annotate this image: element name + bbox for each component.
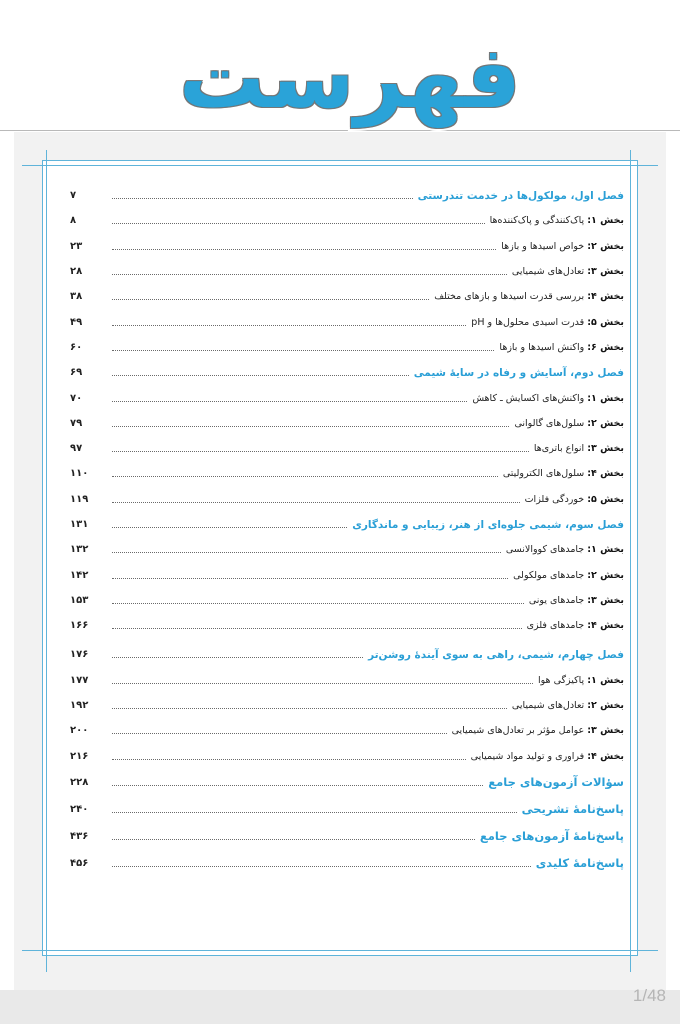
page-number: ۱۷۷ [70, 674, 89, 686]
toc-section-row-label [531, 443, 624, 454]
toc-extra-row-title: پاسخ‌نامهٔ آزمون‌های جامع [479, 829, 624, 844]
toc-section-row-title: جامدهای مولکولی [513, 569, 585, 581]
toc-extra-row-title: پاسخ‌نامهٔ کلیدی [535, 856, 624, 871]
page-number: ۲۱۶ [70, 750, 89, 762]
toc-section-row-title: سلول‌های گالوانی [514, 417, 585, 429]
toc-section-row[interactable] [70, 234, 624, 259]
dot-leader [112, 578, 508, 579]
dot-leader [112, 426, 509, 427]
page-number: ۴۵۶ [70, 857, 89, 869]
toc-section-row[interactable] [70, 562, 624, 587]
toc-section-row-title: جامدهای کووالانسی [505, 544, 585, 556]
dot-leader [112, 325, 466, 326]
toc-section-row[interactable] [70, 744, 624, 769]
page-number: ۱۳۱ [70, 519, 89, 530]
toc-section-row-label [469, 393, 624, 404]
section-prefix: بخش ۲: [587, 240, 624, 252]
toc-section-row-title: بررسی قدرت اسیدها و بازهای مختلف [434, 291, 585, 303]
toc-section-row[interactable] [70, 309, 624, 334]
section-prefix: بخش ۳: [587, 725, 624, 737]
toc-section-row-title: خوردگی فلزات [524, 493, 585, 505]
section-prefix: بخش ۴: [587, 291, 624, 303]
dot-leader [112, 476, 498, 477]
section-prefix: بخش ۳: [587, 443, 624, 455]
toc-extra-row-label [485, 775, 624, 789]
page-title: فهرست [178, 28, 522, 128]
page-number: ۲۸ [70, 266, 83, 278]
toc-section-row[interactable] [70, 588, 624, 613]
toc-chapter-row[interactable] [70, 360, 624, 385]
toc-section-row[interactable] [70, 411, 624, 436]
toc-section-row-label [510, 570, 624, 581]
toc-extra-row[interactable] [70, 796, 624, 823]
page-number: ۱۹۲ [70, 700, 89, 712]
section-prefix: بخش ۱: [587, 392, 624, 404]
toc-section-row[interactable] [70, 335, 624, 360]
toc-section-row[interactable] [70, 461, 624, 486]
section-prefix: بخش ۶: [587, 341, 624, 353]
toc-section-row[interactable] [70, 693, 624, 718]
page-number: ۱۶۶ [70, 620, 89, 632]
dot-leader [112, 733, 447, 734]
toc-chapter-row-label [349, 519, 624, 531]
toc-section-row-label [468, 317, 624, 328]
toc-extra-row-label [519, 802, 624, 816]
toc-extra-row[interactable] [70, 823, 624, 850]
dot-leader [112, 759, 466, 760]
toc-section-row-label [526, 595, 624, 606]
dot-leader [112, 375, 409, 376]
toc-section-row[interactable] [70, 668, 624, 693]
toc-section-row-title: قدرت اسیدی محلول‌ها و pH [471, 316, 585, 328]
toc-section-row-title: جامدهای یونی [528, 594, 585, 606]
dot-leader [112, 451, 529, 452]
dot-leader [112, 866, 531, 867]
dot-leader [112, 502, 520, 503]
section-prefix: بخش ۴: [587, 750, 624, 762]
toc-chapter-row-title: فصل سوم، شیمی جلوه‌ای از هنر، زیبایی و ماندگاری [352, 518, 624, 531]
toc-chapter-row-label [415, 190, 624, 202]
toc-section-row-label [496, 342, 624, 353]
toc-section-row-label [503, 544, 624, 555]
toc-extra-row[interactable] [70, 769, 624, 796]
page-number: ۶۹ [70, 367, 83, 379]
page-number: ۷۰ [70, 392, 83, 404]
page-number: ۴۹ [70, 316, 83, 328]
toc-section-row-title: واکنش‌های اکسایش ـ کاهش [472, 392, 585, 404]
toc-section-row[interactable] [70, 385, 624, 410]
toc-section-row-title: انواع باتری‌ها [533, 443, 585, 455]
dot-leader [112, 350, 494, 351]
dot-leader [112, 299, 429, 300]
section-prefix: بخش ۲: [587, 569, 624, 581]
frame-line-bottom [22, 950, 658, 951]
page-number: ۱۳۲ [70, 544, 89, 556]
toc-section-row-label [535, 675, 624, 686]
page-number: ۱۴۲ [70, 569, 89, 581]
toc-extra-row-title: پاسخ‌نامهٔ تشریحی [521, 802, 624, 817]
toc-chapter-row-title: فصل دوم، آسایش و رفاه در سایهٔ شیمی [413, 366, 624, 379]
toc-section-row-label [498, 241, 624, 252]
toc-extra-row[interactable] [70, 850, 624, 877]
toc-section-row-title: سلول‌های الکترولیتی [502, 468, 585, 480]
page-number: ۴۳۶ [70, 830, 89, 842]
page-number: ۱۵۳ [70, 594, 89, 606]
page-number: ۹۷ [70, 443, 83, 455]
section-prefix: بخش ۱: [587, 544, 624, 556]
dot-leader [112, 249, 496, 250]
dot-leader [112, 812, 517, 813]
toc-extra-row-label [477, 829, 624, 843]
page-number: ۲۲۸ [70, 776, 89, 788]
page-number: ۸ [70, 215, 77, 227]
section-prefix: بخش ۱: [587, 215, 624, 227]
section-prefix: بخش ۲: [587, 700, 624, 712]
toc-chapter-row-title: فصل چهارم، شیمی، راهی به سوی آیندهٔ روشن‌تر [368, 648, 624, 661]
dot-leader [112, 527, 347, 528]
toc-chapter-row[interactable] [70, 512, 624, 537]
section-prefix: بخش ۵: [587, 316, 624, 328]
toc-section-row-title: واکنش اسیدها و بازها [499, 341, 585, 353]
toc-section-row[interactable] [70, 284, 624, 309]
toc-section-row-label [431, 291, 624, 302]
toc-extra-row-label [533, 856, 624, 870]
dot-leader [112, 839, 475, 840]
toc-section-row-title: فراوری و تولید مواد شیمیایی [470, 750, 585, 762]
section-prefix: بخش ۴: [587, 468, 624, 480]
dot-leader [112, 603, 524, 604]
page-number: ۱۷۶ [70, 649, 89, 661]
table-of-contents [70, 183, 624, 877]
page-number: ۲۳ [70, 240, 83, 252]
toc-section-row-title: پاک‌کنندگی و پاک‌کننده‌ها [489, 215, 585, 227]
section-prefix: بخش ۲: [587, 417, 624, 429]
section-prefix: بخش ۱: [587, 674, 624, 686]
toc-section-row[interactable] [70, 718, 624, 743]
page-indicator: 1/48 [632, 986, 666, 1005]
toc-chapter-row-title: فصل اول، مولکول‌ها در خدمت تندرستی [417, 189, 624, 202]
page-number: ۲۰۰ [70, 725, 89, 737]
toc-section-row-title: تعادل‌های شیمیایی [511, 266, 585, 278]
toc-section-row-label [500, 468, 624, 479]
dot-leader [112, 198, 413, 199]
page-number: ۱۱۹ [70, 493, 89, 505]
toc-section-row[interactable] [70, 208, 624, 233]
frame-line-top [22, 165, 658, 166]
section-prefix: بخش ۳: [587, 594, 624, 606]
toc-section-row-label [468, 751, 624, 762]
toc-section-row-label [449, 725, 624, 736]
toc-section-row[interactable] [70, 613, 624, 638]
toc-section-row[interactable] [70, 436, 624, 461]
dot-leader [112, 785, 483, 786]
dot-leader [112, 708, 507, 709]
toc-section-row-label [509, 700, 624, 711]
section-prefix: بخش ۵: [587, 493, 624, 505]
frame-line-right [630, 150, 631, 972]
toc-section-row-title: عوامل مؤثر بر تعادل‌های شیمیایی [451, 725, 585, 737]
title-badge [140, 14, 560, 142]
toc-section-row-title: پاکیزگی هوا [538, 674, 585, 686]
page-number: ۷ [70, 190, 77, 202]
toc-section-row-title: جامدهای فلزی [526, 620, 585, 632]
dot-leader [112, 552, 501, 553]
toc-chapter-row-label [411, 367, 624, 379]
toc-section-row-label [524, 620, 624, 631]
page-number: ۲۴۰ [70, 803, 89, 815]
toc-section-row[interactable] [70, 259, 624, 284]
toc-section-row[interactable] [70, 537, 624, 562]
toc-section-row-title: تعادل‌های شیمیایی [511, 700, 585, 712]
page-number: ۱۱۰ [70, 468, 89, 480]
page-number: ۶۰ [70, 341, 83, 353]
page-number: ۳۸ [70, 291, 83, 303]
page-number: ۷۹ [70, 417, 83, 429]
section-prefix: بخش ۳: [587, 266, 624, 278]
toc-section-row-label [509, 266, 624, 277]
toc-section-row-label [511, 418, 624, 429]
toc-chapter-row[interactable] [70, 642, 624, 667]
toc-section-row-label [522, 494, 624, 505]
toc-chapter-row[interactable] [70, 183, 624, 208]
dot-leader [112, 628, 522, 629]
toc-extra-row-title: سؤالات آزمون‌های جامع [488, 775, 624, 790]
dot-leader [112, 683, 533, 684]
frame-line-left [46, 150, 47, 972]
dot-leader [112, 223, 485, 224]
toc-section-row-label [487, 215, 624, 226]
toc-chapter-row-label [365, 649, 624, 661]
dot-leader [112, 401, 467, 402]
toc-section-row-title: خواص اسیدها و بازها [501, 240, 585, 252]
dot-leader [112, 657, 363, 658]
dot-leader [112, 274, 507, 275]
section-prefix: بخش ۴: [587, 620, 624, 632]
toc-section-row[interactable] [70, 487, 624, 512]
